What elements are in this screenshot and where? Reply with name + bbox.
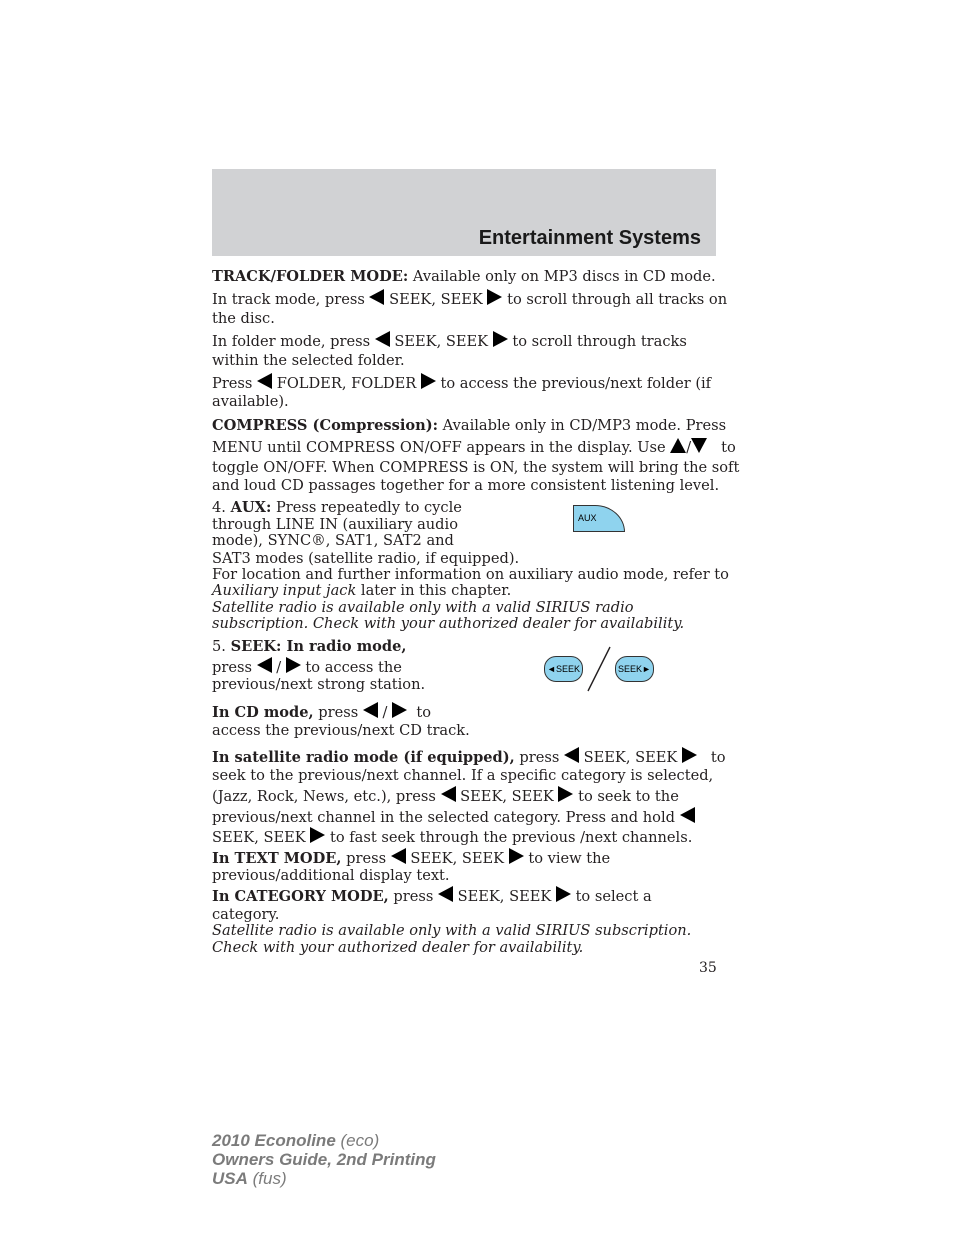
track-folder-intro: Available only on MP3 discs in CD mode. (408, 268, 716, 285)
text-line: mode), SYNC®, SAT1, SAT2 and (212, 532, 454, 549)
seek-text-mode-line (212, 848, 610, 868)
sat-mode-label: In satellite radio mode (if equipped), (212, 749, 515, 766)
text: Available only in CD/MP3 mode. Press (438, 417, 727, 434)
seek-right-icon (682, 747, 697, 763)
divider-slash (585, 645, 613, 693)
text: to (721, 439, 736, 456)
seek-left-icon (257, 657, 272, 673)
text-line: previous/next strong station. (212, 676, 426, 693)
text-line: previous/additional display text. (212, 867, 450, 884)
text: to fast seek through the previous /next channels. (329, 829, 693, 846)
text-line: through LINE IN (auxiliary audio (212, 516, 458, 533)
text: to scroll through all tracks on (507, 291, 728, 308)
track-folder-heading-line (212, 268, 716, 286)
text: to access the previous/next folder (if (440, 375, 712, 392)
compress-use-line (212, 438, 736, 457)
compress-heading-line (212, 417, 726, 435)
text: In track mode, press (212, 291, 365, 308)
text: press (212, 659, 252, 676)
text: to access the (305, 659, 402, 676)
seek-left-icon (564, 747, 579, 763)
text: previous/next channel in the selected category. Press and hold (212, 809, 675, 826)
text: Press (212, 375, 253, 392)
seek-left-icon (680, 807, 695, 823)
text: to (706, 749, 726, 766)
seek-right-icon (556, 886, 571, 902)
seek-radio-line: press / to access the (212, 659, 402, 676)
seek-right-icon (392, 702, 407, 718)
text: / (686, 439, 692, 456)
page-number: 35 (699, 960, 717, 976)
section-header (212, 169, 716, 256)
folder-left-icon (257, 373, 272, 389)
seek-label: SEEK: In radio mode, (230, 638, 407, 655)
seek-note-line: Satellite radio is available only with a valid SIRIUS subscription. (212, 922, 692, 939)
footer-region-line (212, 1169, 436, 1188)
text: (eco) (335, 1131, 380, 1150)
text: In folder mode, press (212, 333, 371, 350)
text: to (411, 704, 431, 721)
text: SEEK, SEEK (384, 291, 488, 308)
seek-cd-line: In CD mode, press / to (212, 704, 431, 721)
seek-sat-fast-line (212, 827, 692, 847)
arrow-up-icon (670, 438, 686, 453)
text: FOLDER, FOLDER (272, 375, 421, 392)
text: (fus) (247, 1169, 287, 1188)
seek-left-icon (363, 702, 378, 718)
seek-right-icon (310, 827, 325, 843)
cd-mode-label: In CD mode, (212, 704, 314, 721)
seek-left-icon (438, 886, 453, 902)
text-line: category. (212, 906, 280, 923)
compress-label: COMPRESS (Compression): (212, 417, 439, 434)
arrow-down-icon (691, 438, 707, 453)
seek-left-icon (369, 289, 384, 305)
seek-right-button-illustration: SEEK► (615, 656, 654, 682)
seek-sat-category-line (212, 786, 679, 806)
aux-note-line: Satellite radio is available only with a valid SIRIUS radio (212, 599, 634, 616)
aux-input-jack-ref: Auxiliary input jack (212, 582, 357, 599)
text: to seek to the (578, 788, 679, 805)
seek-category-mode-line (212, 886, 652, 906)
aux-heading-line (212, 499, 462, 517)
aux-refer-line (212, 582, 511, 600)
seek-left-icon (375, 331, 390, 347)
text-line: For location and further information on auxiliary audio mode, refer to (212, 566, 729, 583)
text-line: available). (212, 393, 289, 410)
text: to scroll through tracks (512, 333, 687, 350)
seek-left-icon (441, 786, 456, 802)
aux-note-line: subscription. Check with your authorized dealer for availability. (212, 615, 685, 632)
text: SEEK, SEEK (452, 888, 556, 905)
seek-sat-line (212, 747, 726, 767)
text: to select a (575, 888, 652, 905)
text-line: within the selected folder. (212, 352, 405, 369)
seek-right-icon (493, 331, 508, 347)
seek-right-icon (509, 848, 524, 864)
document-footer (212, 1131, 436, 1188)
text-line: seek to the previous/next channel. If a specific category is selected, (212, 767, 714, 784)
text: MENU until COMPRESS ON/OFF appears in the display. Use (212, 439, 666, 456)
seek-left-icon (391, 848, 406, 864)
folder-press-line (212, 373, 711, 393)
text-line: and loud CD passages together for a more consistent listening level. (212, 477, 720, 494)
text: SEEK, SEEK (212, 829, 306, 846)
text: SEEK, SEEK (405, 850, 509, 867)
text-line: SAT3 modes (satellite radio, if equipped). (212, 550, 520, 567)
text: press (514, 749, 560, 766)
text: SEEK, SEEK (578, 749, 682, 766)
seek-right-icon (286, 657, 301, 673)
text: to view the (528, 850, 611, 867)
track-folder-label: TRACK/FOLDER MODE: (212, 268, 409, 285)
footer-guide-line: Owners Guide, 2nd Printing (212, 1150, 436, 1169)
text: USA (212, 1169, 248, 1188)
track-mode-line (212, 289, 727, 309)
seek-sat-hold-line (212, 807, 695, 827)
text: press (341, 850, 387, 867)
text: Press repeatedly to cycle (271, 499, 462, 516)
folder-right-icon (421, 373, 436, 389)
text: 2010 Econoline (212, 1131, 336, 1150)
text: 5. (212, 638, 231, 655)
footer-model-line (212, 1131, 436, 1150)
folder-mode-line (212, 331, 687, 351)
text: SEEK, SEEK (455, 788, 559, 805)
text: 4. (212, 499, 231, 516)
seek-right-icon (558, 786, 573, 802)
text: press (388, 888, 434, 905)
aux-button-label: AUX (578, 513, 597, 523)
text-line: the disc. (212, 310, 275, 327)
seek-right-icon (487, 289, 502, 305)
text-mode-label: In TEXT MODE, (212, 850, 342, 867)
text: later in this chapter. (356, 582, 512, 599)
text-line: toggle ON/OFF. When COMPRESS is ON, the system will bring the soft (212, 459, 740, 476)
aux-button-illustration (573, 505, 625, 532)
category-mode-label: In CATEGORY MODE, (212, 888, 389, 905)
seek-heading-line (212, 638, 407, 656)
seek-note-line: Check with your authorized dealer for availability. (212, 939, 584, 956)
text: (Jazz, Rock, News, etc.), press (212, 788, 436, 805)
seek-left-button-illustration: ◄SEEK (544, 656, 583, 682)
text: press (313, 704, 359, 721)
text: SEEK, SEEK (389, 333, 493, 350)
section-title: Entertainment Systems (478, 227, 701, 249)
text-line: access the previous/next CD track. (212, 722, 470, 739)
aux-label: AUX: (230, 499, 272, 516)
